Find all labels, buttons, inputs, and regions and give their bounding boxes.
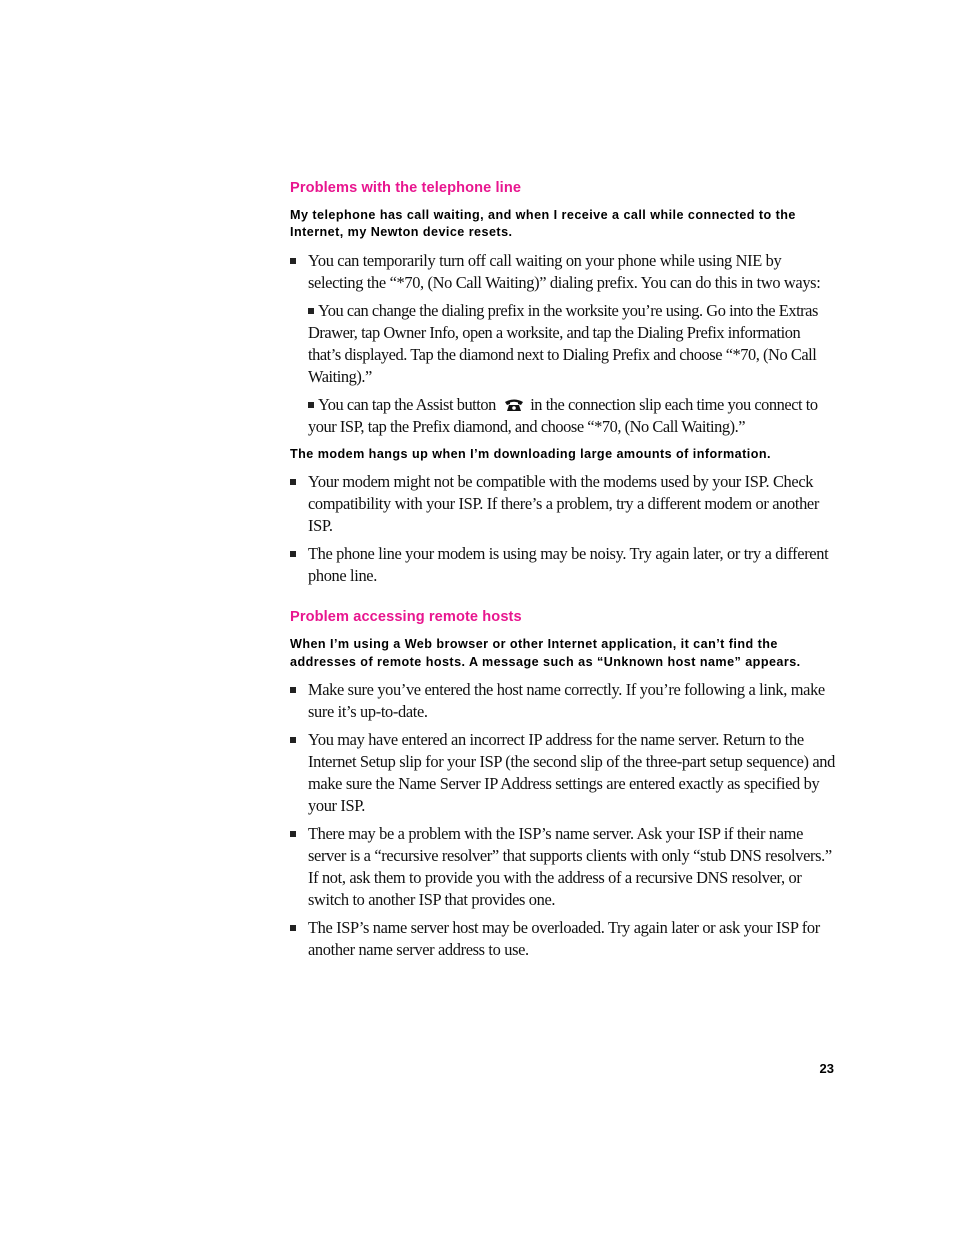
bullet-text: There may be a problem with the ISP’s name server. Ask your ISP if their name server is a “recursive resolver” that supports clients with only “stub DNS resolvers.” If not, ask them to provide you with the address of a recursive DNS resolver, or switch to another ISP that provides one. xyxy=(308,824,832,910)
sub-bullet-text: You can tap the Assist button xyxy=(318,394,496,414)
bullet-item xyxy=(290,729,835,817)
bullet-item xyxy=(290,543,835,587)
bullet-text: The ISP’s name server host may be overloaded. Try again later or ask your ISP for another name server address to use. xyxy=(308,918,820,960)
bullet-item xyxy=(290,823,835,911)
square-bullet-icon xyxy=(290,258,296,264)
bullet-text: Make sure you’ve entered the host name correctly. If you’re following a link, make sure it’s up-to-date. xyxy=(308,680,825,722)
problem-title-modem-hangs: The modem hangs up when I’m downloading large amounts of information. xyxy=(290,446,771,461)
sub-bullet-item xyxy=(290,394,835,438)
sub-bullet-item xyxy=(290,300,835,388)
bullet-item xyxy=(290,917,835,961)
bullet-text: Your modem might not be compatible with the modems used by your ISP. Check compatibility with your ISP. If there’s a problem, try a different modem or another ISP. xyxy=(308,472,819,536)
section-heading-remote-hosts: Problem accessing remote hosts xyxy=(290,609,522,626)
sub-bullet-text: You can change the dialing prefix in the worksite you’re using. Go into the Extras Drawer, tap Owner Info, open a worksite, and tap the Dialing Prefix information that’s displayed. Tap the diamond next to Dialing Prefix and choose “*70, (No Call Waiting).” xyxy=(308,300,818,386)
square-bullet-icon xyxy=(290,687,296,693)
square-bullet-icon xyxy=(308,308,314,314)
square-bullet-icon xyxy=(290,925,296,931)
sub-bullet-text: in the connection slip each time you connect to your ISP, tap the Prefix diamond, and choose “*70, (No Call Waiting).” xyxy=(308,394,818,436)
problem-title-remote-hosts: When I’m using a Web browser or other Internet application, it can’t find the addresses of remote hosts. A message such as “Unknown host name” appears. xyxy=(290,637,801,669)
bullet-item xyxy=(290,679,835,723)
square-bullet-icon xyxy=(308,402,314,408)
square-bullet-icon xyxy=(290,479,296,485)
square-bullet-icon xyxy=(290,737,296,743)
bullet-text: You can temporarily turn off call waiting on your phone while using NIE by selecting the “*70, (No Call Waiting)” dialing prefix. You can do this in two ways: xyxy=(308,250,821,292)
bullet-item xyxy=(290,471,835,537)
problem-title-call-waiting: My telephone has call waiting, and when I receive a call while connected to the Internet, my Newton device resets. xyxy=(290,208,796,240)
square-bullet-icon xyxy=(290,831,296,837)
telephone-icon xyxy=(504,398,524,412)
document-page xyxy=(290,178,835,961)
square-bullet-icon xyxy=(290,551,296,557)
bullet-text: You may have entered an incorrect IP address for the name server. Return to the Internet Setup slip for your ISP (the second slip of the three-part setup sequence) and make sure the Name Server IP Address settings are entered exactly as specified by your ISP. xyxy=(308,730,835,816)
page-number: 23 xyxy=(819,1061,834,1076)
section-heading-telephone: Problems with the telephone line xyxy=(290,180,522,196)
bullet-text: The phone line your modem is using may be noisy. Try again later, or try a different phone line. xyxy=(308,544,829,586)
bullet-item xyxy=(290,250,835,294)
